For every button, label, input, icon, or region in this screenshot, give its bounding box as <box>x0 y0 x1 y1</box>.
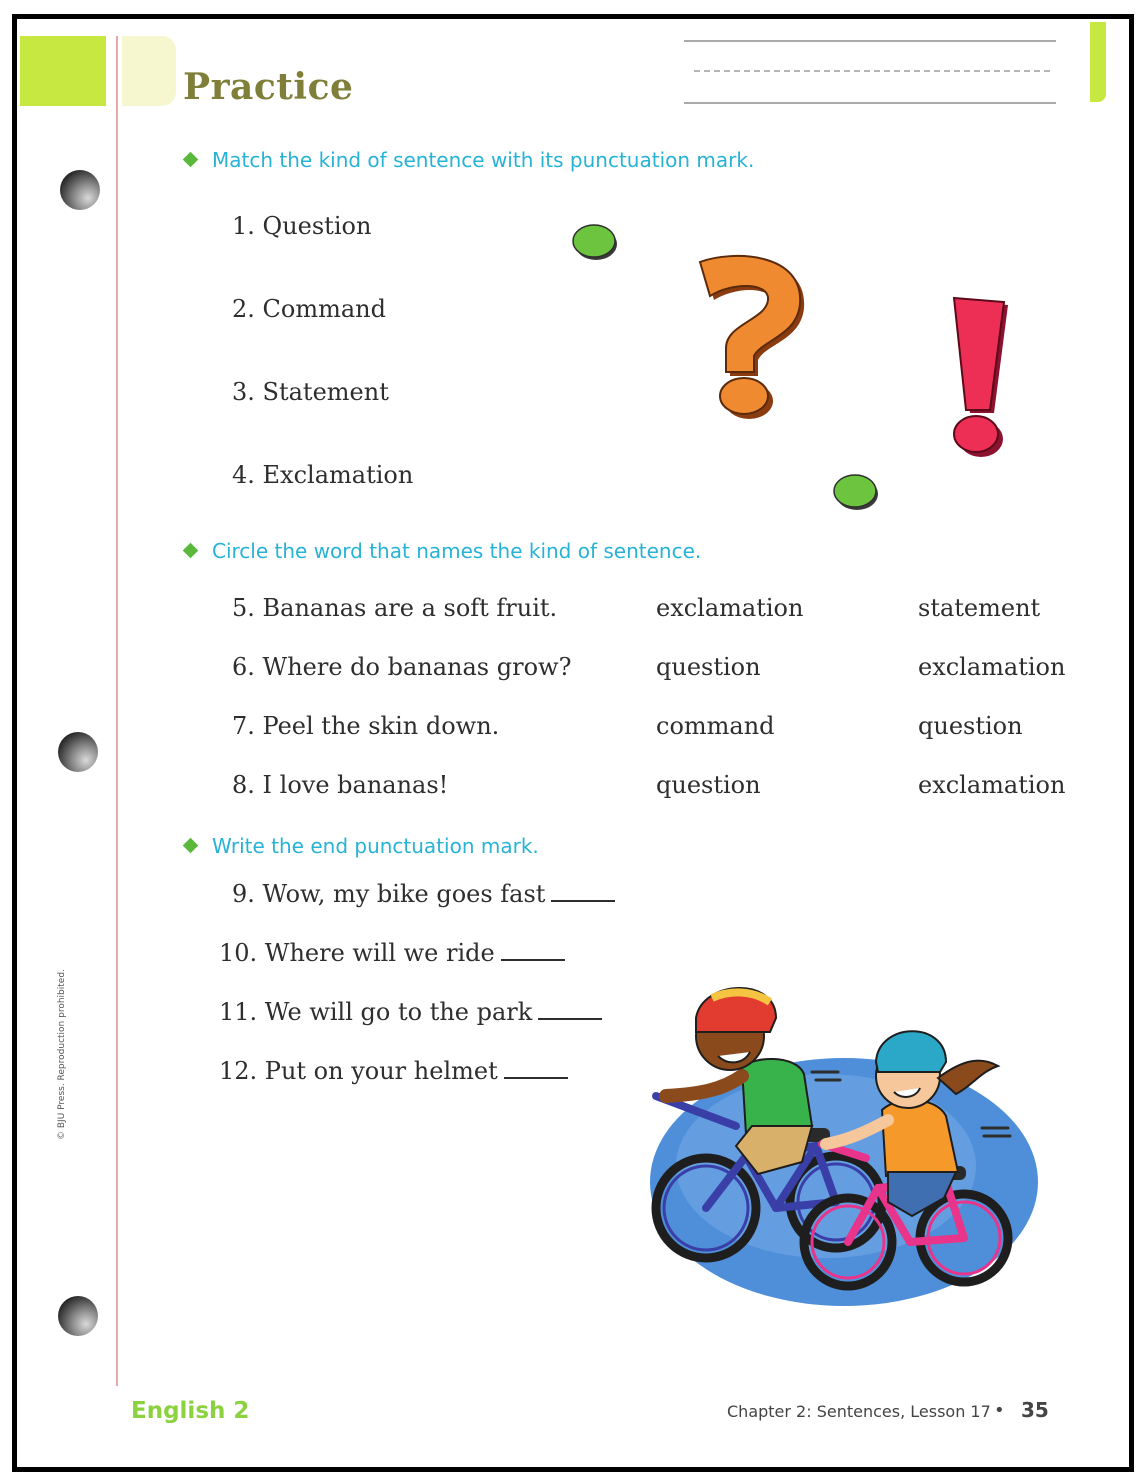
bullet-diamond-icon <box>183 152 199 168</box>
choice-word[interactable]: statement <box>918 594 1041 622</box>
instruction-match <box>185 148 754 172</box>
match-item: 4. Exclamation <box>232 461 414 489</box>
write-item-text: 12. Put on your helmet <box>219 1057 498 1085</box>
answer-blank[interactable] <box>551 880 615 902</box>
answer-blank[interactable] <box>504 1057 568 1079</box>
binder-hole <box>58 732 98 772</box>
margin-line <box>116 36 118 1386</box>
write-item-text: 9. Wow, my bike goes fast <box>232 880 546 908</box>
match-item: 1. Question <box>232 212 372 240</box>
bullet-diamond-icon <box>183 543 199 559</box>
name-line-top[interactable] <box>684 40 1056 42</box>
write-item-text: 11. We will go to the park <box>219 998 533 1026</box>
header-tab <box>122 36 176 106</box>
bullet-diamond-icon <box>183 838 199 854</box>
kids-riding-bikes-illustration <box>626 976 1046 1316</box>
name-line-bottom[interactable] <box>684 102 1056 104</box>
write-item <box>219 1057 568 1085</box>
name-line-dashed <box>694 70 1050 72</box>
green-dot-icon[interactable] <box>574 224 614 258</box>
choice-word[interactable]: exclamation <box>918 771 1066 799</box>
footer-book-title: English 2 <box>131 1398 250 1424</box>
footer-chapter: Chapter 2: Sentences, Lesson 17 <box>727 1402 991 1421</box>
corner-tab <box>20 36 106 106</box>
instruction-write <box>185 834 539 858</box>
write-item-text: 10. Where will we ride <box>219 939 495 967</box>
choice-word[interactable]: question <box>656 653 761 681</box>
match-item: 3. Statement <box>232 378 389 406</box>
write-item <box>219 939 565 967</box>
choice-word[interactable]: question <box>656 771 761 799</box>
question-mark-icon <box>692 252 812 422</box>
write-item <box>219 998 602 1026</box>
footer-separator: • <box>994 1400 1005 1421</box>
green-dot-icon[interactable] <box>834 474 874 508</box>
page-number: 35 <box>1021 1398 1049 1422</box>
answer-blank[interactable] <box>501 939 565 961</box>
choice-word[interactable]: question <box>918 712 1023 740</box>
instruction-circle <box>185 539 701 563</box>
page-title: Practice <box>183 66 354 108</box>
sentence-item: 5. Bananas are a soft fruit. <box>232 594 558 622</box>
instruction-text: Circle the word that names the kind of sentence. <box>212 539 702 563</box>
binder-hole <box>58 1296 98 1336</box>
right-tab <box>1090 22 1106 102</box>
sentence-item: 7. Peel the skin down. <box>232 712 500 740</box>
binder-hole <box>60 170 100 210</box>
copyright-notice: © BJU Press. Reproduction prohibited. <box>57 969 67 1140</box>
write-item <box>232 880 615 908</box>
instruction-text: Match the kind of sentence with its punctuation mark. <box>212 148 755 172</box>
choice-word[interactable]: command <box>656 712 775 740</box>
instruction-text: Write the end punctuation mark. <box>212 834 539 858</box>
answer-blank[interactable] <box>538 998 602 1020</box>
sentence-item: 8. I love bananas! <box>232 771 449 799</box>
exclamation-mark-icon <box>946 294 1016 464</box>
sentence-item: 6. Where do bananas grow? <box>232 653 572 681</box>
choice-word[interactable]: exclamation <box>918 653 1066 681</box>
choice-word[interactable]: exclamation <box>656 594 804 622</box>
match-item: 2. Command <box>232 295 386 323</box>
